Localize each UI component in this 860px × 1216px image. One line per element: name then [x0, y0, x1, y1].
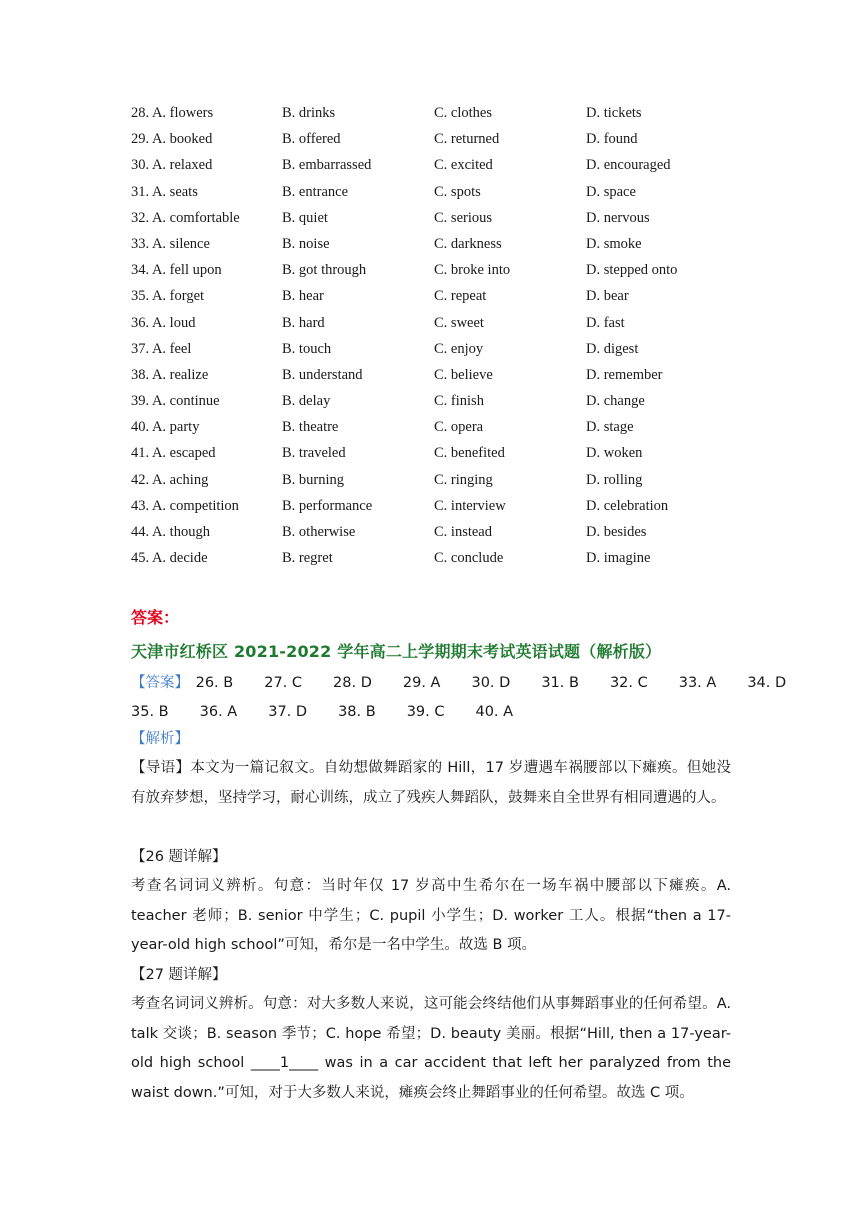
option-cell: C. repeat: [434, 288, 487, 305]
option-cell: C. sweet: [434, 314, 484, 331]
option-row: [131, 442, 751, 468]
answer-key-item: 32. C: [609, 675, 648, 691]
option-cell: B. drinks: [282, 105, 336, 121]
option-cell: 43. A. competition: [131, 497, 239, 514]
answer-key-item: 35. B: [131, 704, 169, 720]
guide-paragraph: 【导语】本文为一篇记叙文。自幼想做舞蹈家的 Hill，17 岁遭遇车祸腰部以下瘫痪。但她没有放弃梦想，坚持学习，耐心训练，成立了残疾人舞蹈队，鼓舞来自全世界有相同遭遇的人。: [131, 760, 731, 806]
option-cell: D. woken: [586, 445, 643, 462]
option-cell: C. instead: [434, 524, 492, 540]
option-row: [131, 416, 751, 442]
option-cell: B. regret: [282, 550, 333, 567]
q27-heading: 【27 题详解】: [131, 967, 227, 983]
option-cell: 34. A. fell upon: [131, 262, 222, 279]
option-row: [131, 547, 751, 573]
option-cell: B. performance: [282, 497, 373, 514]
option-cell: B. entrance: [282, 183, 349, 200]
answer-key-item: 34. D: [747, 675, 787, 691]
option-row: [131, 312, 751, 338]
option-row: [131, 259, 751, 285]
option-cell: B. traveled: [282, 445, 346, 462]
option-cell: 38. A. realize: [131, 366, 209, 383]
answer-key-item: 33. A: [678, 675, 717, 691]
answer-key-item: 26. B: [195, 675, 234, 691]
option-cell: C. darkness: [434, 235, 502, 252]
option-cell: B. noise: [282, 235, 330, 252]
option-cell: B. offered: [282, 131, 341, 148]
option-cell: 36. A. loud: [131, 314, 196, 331]
option-cell: 40. A. party: [131, 419, 200, 436]
option-cell: D. rolling: [586, 471, 643, 488]
option-cell: D. imagine: [586, 550, 651, 567]
answer-key-item: 39. C: [406, 704, 445, 720]
option-cell: D. smoke: [586, 235, 642, 252]
option-row: [131, 207, 751, 233]
option-cell: D. besides: [586, 524, 647, 540]
option-row: [131, 390, 751, 416]
option-cell: C. excited: [434, 157, 493, 174]
option-cell: D. digest: [586, 340, 639, 357]
answer-key-item: 29. A: [402, 675, 441, 691]
option-row: [131, 338, 751, 364]
answer-tag: 【答案】: [131, 675, 189, 691]
option-cell: C. conclude: [434, 550, 504, 567]
option-row: [131, 128, 751, 154]
option-cell: B. hard: [282, 314, 325, 331]
option-cell: D. found: [586, 131, 638, 148]
option-cell: 35. A. forget: [131, 288, 205, 305]
option-cell: B. got through: [282, 262, 367, 279]
option-cell: D. fast: [586, 314, 625, 331]
option-cell: D. bear: [586, 288, 629, 305]
option-row: [131, 495, 751, 521]
option-cell: C. spots: [434, 183, 481, 200]
option-row: [131, 102, 751, 128]
option-cell: C. clothes: [434, 105, 492, 121]
option-cell: 33. A. silence: [131, 235, 210, 252]
option-cell: B. touch: [282, 340, 332, 357]
option-cell: C. benefited: [434, 445, 505, 462]
answers-line-2: [131, 701, 513, 723]
option-row: [131, 364, 751, 390]
option-cell: B. hear: [282, 288, 324, 305]
option-row: [131, 285, 751, 311]
source-title: 天津市红桥区 2021-2022 学年高二上学期期末考试英语试题（解析版）: [131, 642, 662, 661]
option-cell: D. nervous: [586, 209, 650, 226]
answer-key-item: 36. A: [199, 704, 238, 720]
option-cell: D. change: [586, 393, 645, 410]
option-cell: B. quiet: [282, 209, 328, 226]
option-row: [131, 154, 751, 180]
option-cell: D. encouraged: [586, 157, 671, 174]
option-cell: D. space: [586, 183, 636, 200]
option-cell: D. remember: [586, 366, 663, 383]
answer-key-item: 30. D: [471, 675, 511, 691]
option-cell: B. burning: [282, 471, 345, 488]
options-table: [131, 102, 751, 573]
q26-heading: 【26 题详解】: [131, 849, 227, 865]
option-cell: B. otherwise: [282, 524, 356, 540]
answer-label: 答案：: [131, 608, 180, 627]
option-cell: 41. A. escaped: [131, 445, 216, 462]
option-cell: C. finish: [434, 393, 484, 410]
answer-key-item: 37. D: [268, 704, 308, 720]
option-cell: C. ringing: [434, 471, 493, 488]
option-cell: B. embarrassed: [282, 157, 372, 174]
option-cell: 37. A. feel: [131, 340, 192, 357]
option-cell: 30. A. relaxed: [131, 157, 213, 174]
option-cell: D. stage: [586, 419, 634, 436]
option-cell: B. delay: [282, 393, 331, 410]
answer-key-item: 28. D: [333, 675, 372, 691]
option-cell: B. understand: [282, 366, 363, 383]
q26-explanation: 考查名词词义辨析。句意：当时年仅 17 岁高中生希尔在一场车祸中腰部以下瘫痪。A. teacher 老师；B. senior 中学生；C. pupil 小学生；D. worker 工人。根据“then a 17-year-old high school”可知，希尔是一名中学生。故选 B 项。: [131, 878, 731, 953]
answers-line-1: [131, 672, 786, 694]
option-cell: D. stepped onto: [586, 262, 678, 279]
option-row: [131, 233, 751, 259]
option-row: [131, 521, 751, 547]
option-cell: 42. A. aching: [131, 471, 209, 488]
option-cell: 28. A. flowers: [131, 105, 214, 121]
option-cell: B. theatre: [282, 419, 339, 436]
option-row: [131, 181, 751, 207]
option-cell: D. tickets: [586, 105, 642, 121]
option-cell: C. returned: [434, 131, 500, 148]
option-cell: 29. A. booked: [131, 131, 213, 148]
option-cell: C. interview: [434, 497, 506, 514]
answer-key-item: 31. B: [541, 675, 579, 691]
answer-key-item: 40. A: [475, 704, 514, 720]
option-cell: 32. A. comfortable: [131, 209, 240, 226]
option-cell: 31. A. seats: [131, 183, 198, 200]
analysis-tag: 【解析】: [131, 731, 189, 747]
option-cell: 44. A. though: [131, 524, 210, 540]
option-row: [131, 469, 751, 495]
option-cell: 45. A. decide: [131, 550, 208, 567]
option-cell: C. serious: [434, 209, 492, 226]
option-cell: C. enjoy: [434, 340, 484, 357]
option-cell: C. broke into: [434, 262, 511, 279]
option-cell: C. opera: [434, 419, 484, 436]
option-cell: C. believe: [434, 366, 493, 383]
answer-key-item: 27. C: [264, 675, 303, 691]
answer-key-item: 38. B: [338, 704, 376, 720]
option-cell: D. celebration: [586, 497, 669, 514]
q27-explanation: 考查名词词义辨析。句意：对大多数人来说，这可能会终结他们从事舞蹈事业的任何希望。A. talk 交谈；B. season 季节；C. hope 希望；D. beauty 美丽。根据“Hill, then a 17-year-old high school ____1____ was in a car accident that left her paralyzed from the waist down.”可知，对于大多数人来说，瘫痪会终止舞蹈事业的任何希望。故选 C 项。: [131, 996, 731, 1101]
option-cell: 39. A. continue: [131, 393, 220, 410]
